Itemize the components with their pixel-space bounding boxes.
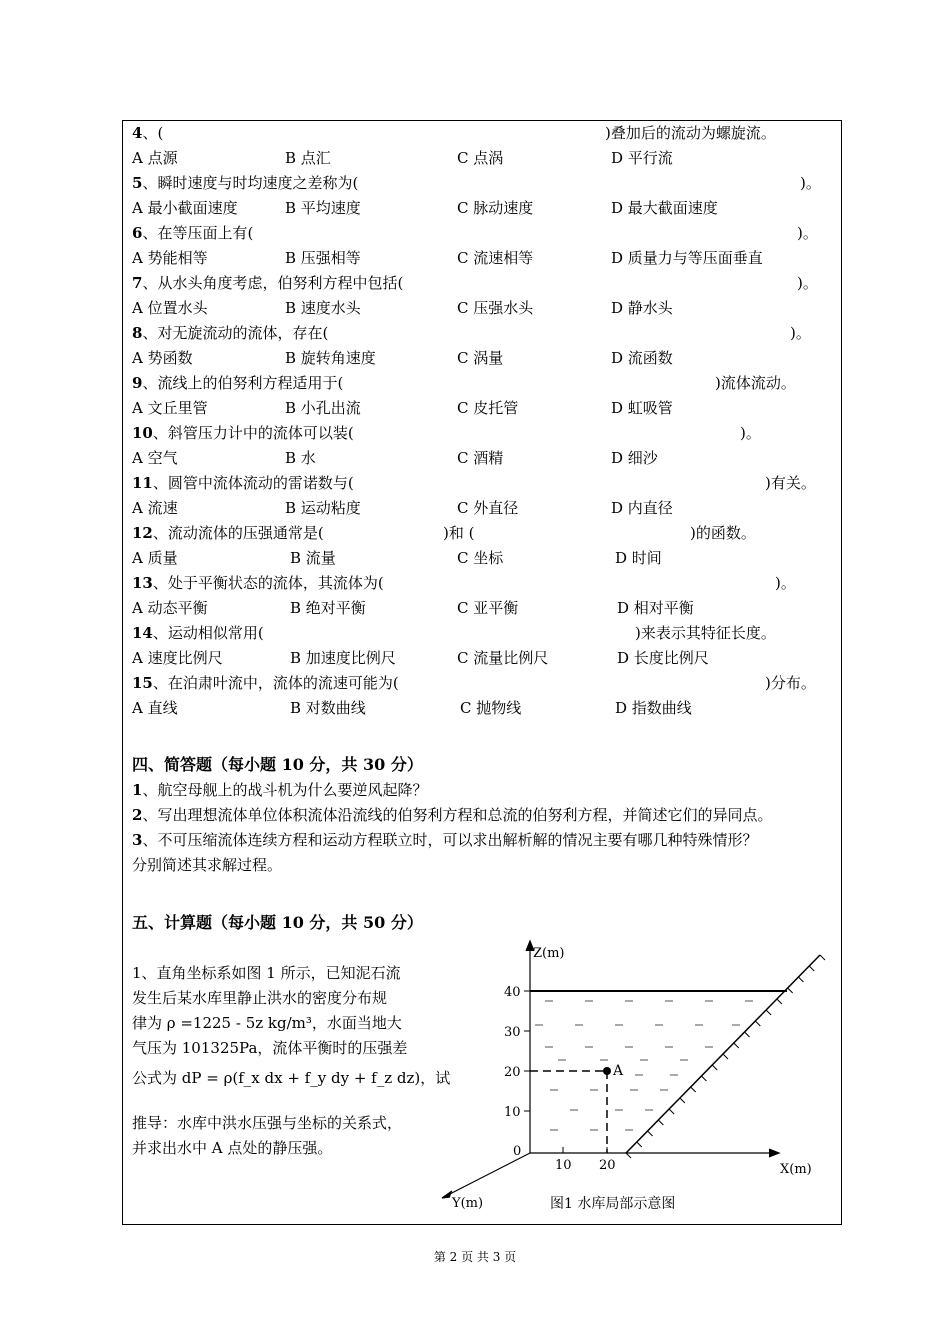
question-number: 2 — [132, 806, 143, 824]
question-11-option-d: D 内直径 — [611, 499, 673, 517]
question-12-option-c: C 坐标 — [457, 549, 504, 567]
question-12-mid: )和 ( — [443, 524, 475, 542]
figure-caption: 图1 水库局部示意图 — [550, 1196, 676, 1212]
point-a-label: A — [613, 1063, 624, 1079]
question-4-stem — [132, 123, 163, 143]
question-9-option-c: C 皮托管 — [457, 399, 519, 417]
question-8-option-c: C 涡量 — [457, 349, 504, 367]
question-text: 、对无旋流动的流体，存在( — [142, 324, 329, 342]
question-text: 、( — [142, 124, 164, 142]
question-text: 、处于平衡状态的流体，其流体为( — [152, 574, 384, 592]
question-6-option-b: B 压强相等 — [285, 249, 361, 267]
z-axis-label: Z(m) — [533, 946, 565, 961]
z-label-30: 30 — [504, 1025, 521, 1040]
question-14-option-a: A 速度比例尺 — [132, 649, 223, 667]
question-7-option-c: C 压强水头 — [457, 299, 534, 317]
question-number: 10 — [132, 424, 153, 442]
question-13-option-a: A 动态平衡 — [132, 599, 208, 617]
question-10-tail: )。 — [740, 424, 761, 442]
question-text: 、运动相似常用( — [152, 624, 264, 642]
question-8-option-a: A 势函数 — [132, 349, 193, 367]
question-8-option-b: B 旋转角速度 — [285, 349, 376, 367]
y-axis — [444, 1153, 530, 1197]
question-14-option-d: D 长度比例尺 — [617, 649, 709, 667]
question-4-option-b: B 点汇 — [285, 149, 331, 167]
question-number: 8 — [132, 324, 143, 342]
question-text: 、写出理想流体单位体积流体沿流线的伯努利方程和总流的伯努利方程，并简述它们的异同点。 — [142, 806, 773, 824]
question-text: 、斜管压力计中的流体可以装( — [152, 424, 354, 442]
question-5-option-b: B 平均速度 — [285, 199, 361, 217]
question-4-option-c: C 点涡 — [457, 149, 504, 167]
question-13-stem — [132, 573, 384, 593]
question-5-option-a: A 最小截面速度 — [132, 199, 238, 217]
question-12-option-d: D 时间 — [615, 549, 662, 567]
question-15-option-a: A 直线 — [132, 699, 178, 717]
question-6-option-a: A 势能相等 — [132, 249, 208, 267]
question-text: 、圆管中流体流动的雷诺数与( — [152, 474, 354, 492]
question-14-option-c: C 流量比例尺 — [457, 649, 549, 667]
question-number: 5 — [132, 174, 143, 192]
y-axis-label: Y(m) — [452, 1196, 484, 1211]
section-4-title: 四、简答题（每小题 10 分，共 30 分） — [132, 755, 423, 774]
question-11-stem — [132, 473, 354, 493]
question-text: 、航空母舰上的战斗机为什么要逆风起降？ — [142, 781, 428, 799]
question-number: 14 — [132, 624, 153, 642]
question-15-tail: )分布。 — [765, 674, 816, 692]
question-number: 15 — [132, 674, 153, 692]
calc-problem-1-line-6: 推导：水库中洪水压强与坐标的关系式， — [132, 1114, 403, 1132]
question-7-option-b: B 速度水头 — [285, 299, 361, 317]
question-13-option-c: C 亚平衡 — [457, 599, 519, 617]
question-15-stem — [132, 673, 399, 693]
question-11-option-c: C 外直径 — [457, 499, 519, 517]
question-text: 、流动流体的压强通常是( — [152, 524, 324, 542]
z-label-10: 10 — [504, 1105, 521, 1120]
question-number: 11 — [132, 474, 153, 492]
question-9-option-d: D 虹吸管 — [611, 399, 673, 417]
z-label-20: 20 — [504, 1065, 521, 1080]
question-text: 、在泊肃叶流中，流体的流速可能为( — [152, 674, 399, 692]
calc-problem-1-line-5: 公式为 dP = ρ(f_x dx + f_y dy + f_z dz)，试 — [132, 1069, 451, 1087]
question-number: 6 — [132, 224, 143, 242]
question-11-tail: )有关。 — [765, 474, 816, 492]
question-number: 3 — [132, 831, 143, 849]
question-10-option-a: A 空气 — [132, 449, 178, 467]
x-label-10: 10 — [555, 1158, 572, 1173]
question-15-option-c: C 抛物线 — [460, 699, 522, 717]
question-13-tail: )。 — [775, 574, 796, 592]
question-4-option-d: D 平行流 — [611, 149, 673, 167]
section-5-title: 五、计算题（每小题 10 分，共 50 分） — [132, 913, 423, 932]
x-label-20: 20 — [599, 1158, 616, 1173]
question-8-tail: )。 — [790, 324, 811, 342]
question-12-tail: )的函数。 — [690, 524, 756, 542]
question-4-tail: )叠加后的流动为螺旋流。 — [605, 124, 776, 142]
short-question-3 — [132, 830, 757, 850]
question-6-option-c: C 流速相等 — [457, 249, 534, 267]
question-8-option-d: D 流函数 — [611, 349, 673, 367]
x-axis-label: X(m) — [780, 1162, 812, 1177]
question-15-option-b: B 对数曲线 — [290, 699, 366, 717]
question-10-option-b: B 水 — [285, 449, 316, 467]
question-5-option-d: D 最大截面速度 — [611, 199, 718, 217]
question-number: 4 — [132, 124, 143, 142]
question-14-tail: )来表示其特征长度。 — [635, 624, 776, 642]
page-footer: 第 2 页 共 3 页 — [433, 1250, 517, 1264]
question-7-tail: )。 — [797, 274, 818, 292]
question-14-option-b: B 加速度比例尺 — [290, 649, 396, 667]
z-label-0: 0 — [513, 1144, 522, 1159]
question-8-stem — [132, 323, 328, 343]
question-number: 1 — [132, 781, 143, 799]
calc-problem-1-line-3: 律为 ρ =1225 - 5z kg/m³，水面当地大 — [132, 1014, 402, 1032]
question-9-tail: )流体流动。 — [715, 374, 796, 392]
question-9-stem — [132, 373, 343, 393]
question-7-option-a: A 位置水头 — [132, 299, 208, 317]
question-11-option-a: A 流速 — [132, 499, 178, 517]
question-10-stem — [132, 423, 354, 443]
question-12-option-a: A 质量 — [132, 549, 178, 567]
question-6-option-d: D 质量力与等压面垂直 — [611, 249, 763, 267]
question-13-option-d: D 相对平衡 — [617, 599, 694, 617]
question-number: 13 — [132, 574, 153, 592]
question-12-option-b: B 流量 — [290, 549, 336, 567]
slope-hatch — [626, 955, 825, 1158]
point-a — [603, 1067, 611, 1075]
question-10-option-d: D 细沙 — [611, 449, 658, 467]
calc-problem-1-line-1: 1、直角坐标系如图 1 所示，已知泥石流 — [132, 964, 401, 982]
question-13-option-b: B 绝对平衡 — [290, 599, 366, 617]
water-dashes — [535, 1001, 753, 1130]
z-label-40: 40 — [504, 985, 521, 1000]
question-text: 、流线上的伯努利方程适用于( — [142, 374, 344, 392]
question-text: 、不可压缩流体连续方程和运动方程联立时，可以求出解析解的情况主要有哪几种特殊情形？ — [142, 831, 758, 849]
reservoir-figure — [440, 935, 830, 1225]
question-text: 、从水头角度考虑，伯努利方程中包括( — [142, 274, 404, 292]
question-11-option-b: B 运动粘度 — [285, 499, 361, 517]
short-question-1 — [132, 780, 427, 800]
question-10-option-c: C 酒精 — [457, 449, 504, 467]
calc-problem-1-line-7: 并求出水中 A 点处的静压强。 — [132, 1139, 333, 1157]
question-15-option-d: D 指数曲线 — [615, 699, 692, 717]
question-6-stem — [132, 223, 253, 243]
question-12-stem — [132, 523, 324, 543]
question-4-option-a: A 点源 — [132, 149, 178, 167]
question-number: 12 — [132, 524, 153, 542]
question-14-stem — [132, 623, 264, 643]
reservoir — [524, 955, 825, 1158]
question-5-option-c: C 脉动速度 — [457, 199, 534, 217]
question-9-option-a: A 文丘里管 — [132, 399, 208, 417]
calc-problem-1-line-2: 发生后某水库里静止洪水的密度分布规 — [132, 989, 388, 1007]
question-number: 9 — [132, 374, 143, 392]
question-5-stem — [132, 173, 358, 193]
question-7-stem — [132, 273, 403, 293]
question-9-option-b: B 小孔出流 — [285, 399, 361, 417]
question-5-tail: )。 — [800, 174, 821, 192]
question-text: 、在等压面上有( — [142, 224, 254, 242]
short-question-2 — [132, 805, 772, 825]
question-6-tail: )。 — [797, 224, 818, 242]
question-7-option-d: D 静水头 — [611, 299, 673, 317]
short-question-3-continuation: 分别简述其求解过程。 — [132, 856, 283, 874]
calc-problem-1-line-4: 气压为 101325Pa，流体平衡时的压强差 — [132, 1039, 408, 1057]
question-text: 、瞬时速度与时均速度之差称为( — [142, 174, 359, 192]
question-number: 7 — [132, 274, 143, 292]
